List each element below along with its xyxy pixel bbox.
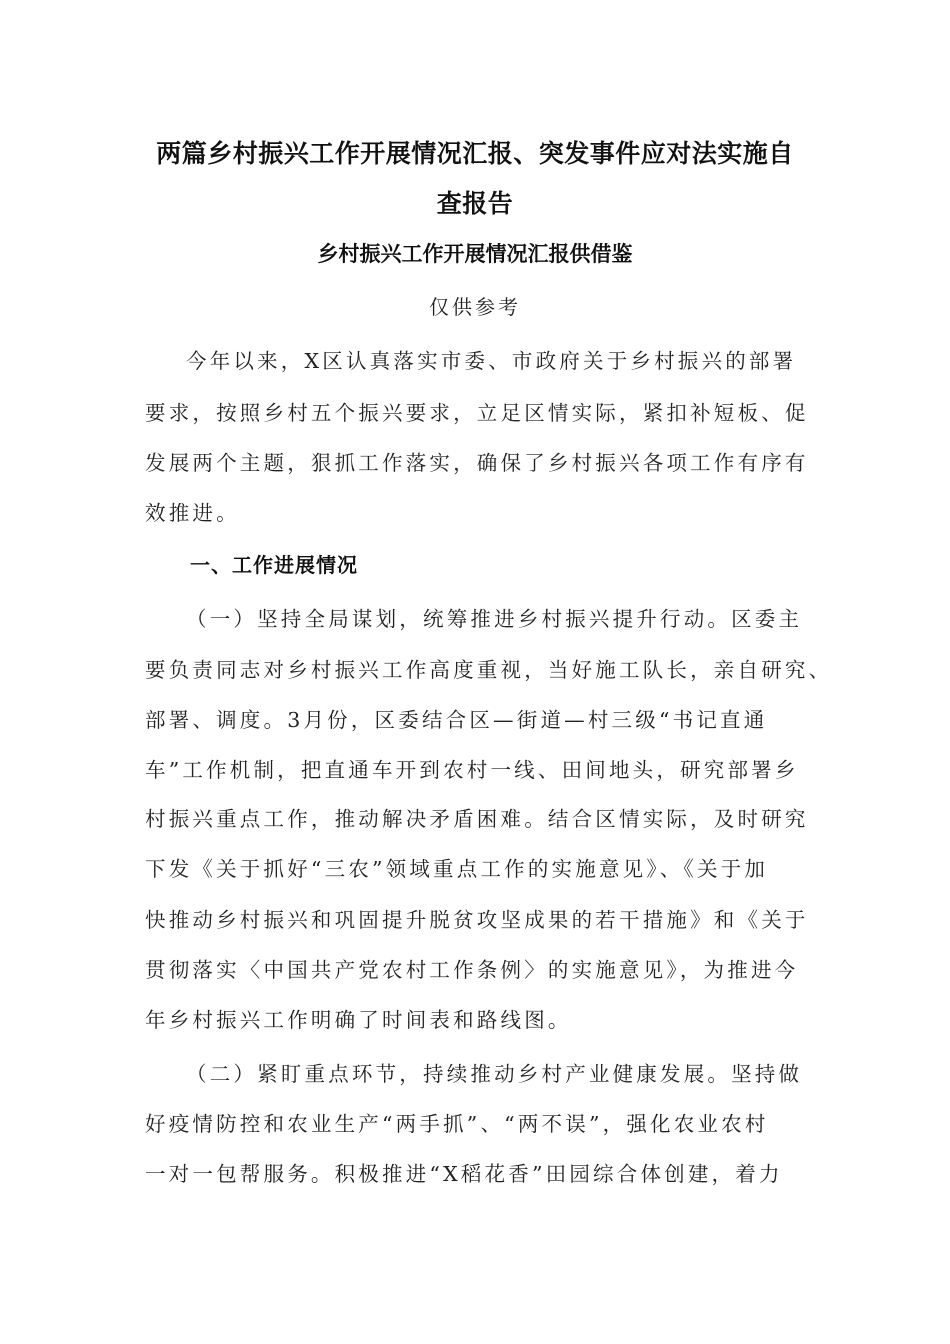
body-line: 下发《关于抓好“三农”领域重点工作的实施意见》、《关于加 [145, 857, 769, 881]
body-line: 好疫情防控和农业生产“两手抓”、“两不误”，强化农业农村 [145, 1112, 769, 1136]
body-line: 部署、调度。3月份，区委结合区—街道—村三级“书记直通 [145, 708, 768, 732]
body-line: 一对一包帮服务。积极推进“X稻花香”田园综合体创建，着力 [145, 1162, 783, 1186]
body-line: 要求，按照乡村五个振兴要求，立足区情实际，紧扣补短板、促 [145, 401, 809, 425]
document-subtitle: 乡村振兴工作开展情况汇报供借鉴 [317, 242, 633, 266]
body-line: 村振兴重点工作，推动解决矛盾困难。结合区情实际，及时研究 [145, 807, 809, 831]
body-line: 贯彻落实〈中国共产党农村工作条例〉的实施意见》，为推进今 [145, 958, 799, 982]
body-line: 发展两个主题，狠抓工作落实，确保了乡村振兴各项工作有序有 [145, 451, 809, 475]
body-line: 年乡村振兴工作明确了时间表和路线图。 [145, 1008, 572, 1032]
body-line: 今年以来，X区认真落实市委、市政府关于乡村振兴的部署 [186, 349, 797, 373]
body-line: 快推动乡村振兴和巩固提升脱贫攻坚成果的若干措施》和《关于 [145, 908, 809, 932]
reference-note: 仅供参考 [429, 295, 521, 319]
body-line: 车”工作机制，把直通车开到农村一线、田间地头，研究部署乡 [145, 758, 799, 782]
document-title-line-1: 两篇乡村振兴工作开展情况汇报、突发事件应对法实施自 [156, 139, 794, 168]
document-title-line-2: 查报告 [436, 189, 514, 218]
body-line: （一）坚持全局谋划，统筹推进乡村振兴提升行动。区委主 [186, 607, 803, 631]
body-line: 要负责同志对乡村振兴工作高度重视，当好施工队长，亲自研究、 [145, 658, 833, 682]
body-line: （二）紧盯重点环节，持续推动乡村产业健康发展。坚持做 [186, 1062, 803, 1086]
section-heading: 一、工作进展情况 [190, 553, 358, 577]
body-line: 效推进。 [145, 501, 240, 525]
